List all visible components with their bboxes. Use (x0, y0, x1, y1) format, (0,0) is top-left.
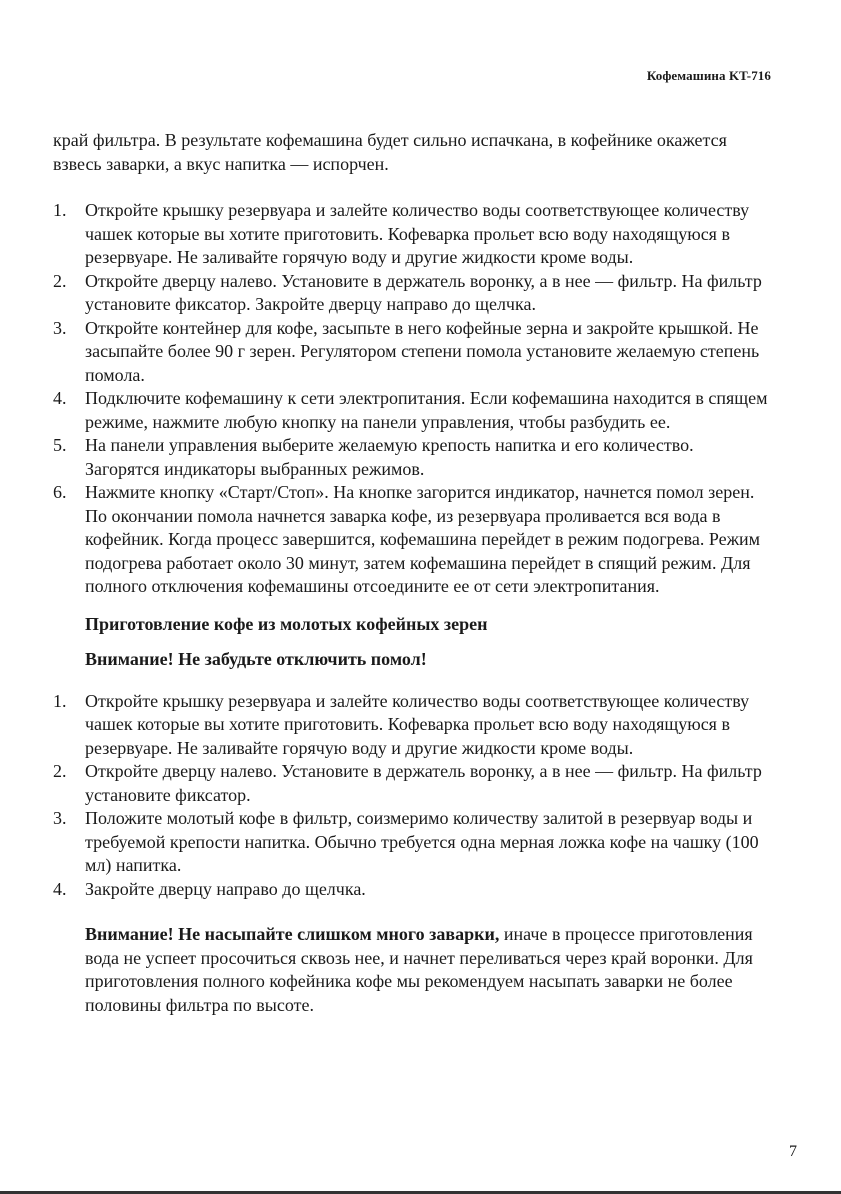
list-item (53, 434, 771, 481)
item-number: 5. (53, 435, 67, 455)
item-number: 4. (53, 388, 67, 408)
list-item (53, 270, 771, 317)
item-text: Откройте крышку резервуара и залейте количество воды соответствующее количеству чашек которые вы хотите приготовить. Кофеварка прольет всю воду находящуюся в резервуаре. Не заливайте горячую воду и другие жидкости кроме воды. (85, 690, 750, 758)
list-item (53, 760, 771, 807)
page-number: 7 (789, 1143, 797, 1160)
item-number: 2. (53, 270, 67, 291)
item-text: На панели управления выберите желаемую крепость напитка и его количество. Загорятся индикаторы выбранных режимов. (85, 435, 694, 479)
list-item (53, 878, 771, 902)
warning-text: иначе в процессе приготовления вода не успеет просочиться сквозь нее, и начнет переливаться через край воронки. Для приготовления полного кофейника кофе мы рекомендуем насыпать заварки не более половины фильтра по высоте. (85, 924, 753, 1015)
warning-bold: Внимание! Не насыпайте слишком много заварки, (85, 924, 500, 944)
item-number: 2. (53, 761, 67, 781)
item-text: Откройте крышку резервуара и залейте количество воды соответствующее количеству чашек которые вы хотите приготовить. Кофеварка прольет всю воду находящуюся в резервуаре. Не заливайте горячую воду и другие жидкости кроме воды. (85, 200, 750, 267)
section-heading: Приготовление кофе из молотых кофейных зерен (85, 613, 488, 634)
list-item (53, 807, 771, 878)
warning-paragraph (53, 923, 771, 1017)
item-text: Закройте дверцу направо до щелчка. (85, 878, 366, 899)
steps-list-beans (53, 199, 771, 599)
item-text: Откройте контейнер для кофе, засыпьте в него кофейные зерна и закройте крышкой. Не засыпайте более 90 г зерен. Регулятором степени помола установите желаемую степень помола. (85, 317, 760, 385)
page-content (53, 129, 771, 1017)
item-number: 4. (53, 878, 67, 899)
item-text: Положите молотый кофе в фильтр, соизмеримо количеству залитой в резервуар воды и требуемой крепости напитка. Обычно требуется одна мерная ложка кофе на чашку (100 мл) напитка. (85, 808, 759, 875)
list-item (53, 317, 771, 388)
attention-note: Внимание! Не забудьте отключить помол! (85, 649, 427, 669)
item-number: 1. (53, 200, 67, 220)
item-text: Нажмите кнопку «Старт/Стоп». На кнопке загорится индикатор, начнется помол зерен. По окончании помола начнется заварка кофе, из резервуара проливается вся вода в кофейник. Когда процесс завершится, кофемашина перейдет в режим подогрева. Режим подогрева работает около 30 минут, затем кофемашина перейдет в спящий режим. Для полного отключения кофемашины отсоедините ее от сети электропитания. (85, 482, 761, 596)
item-number: 1. (53, 690, 67, 711)
item-number: 3. (53, 808, 67, 828)
list-item (53, 387, 771, 434)
list-item (53, 199, 771, 270)
list-item (53, 690, 771, 761)
item-text: Подключите кофемашину к сети электропитания. Если кофемашина находится в спящем режиме, нажмите любую кнопку на панели управления, чтобы разбудить ее. (85, 388, 768, 432)
steps-list-ground (53, 690, 771, 902)
intro-paragraph: край фильтра. В результате кофемашина будет сильно испачкана, в кофейнике окажется взвесь заварки, а вкус напитка — испорчен. (53, 130, 727, 174)
item-text: Откройте дверцу налево. Установите в держатель воронку, а в нее — фильтр. На фильтр установите фиксатор. (85, 761, 762, 805)
list-item (53, 481, 771, 599)
item-number: 6. (53, 482, 67, 502)
running-header: Кофемашина KT-716 (646, 68, 771, 83)
item-text: Откройте дверцу налево. Установите в держатель воронку, а в нее — фильтр. На фильтр установите фиксатор. Закройте дверцу направо до щелчка. (85, 270, 762, 314)
item-number: 3. (53, 317, 67, 338)
